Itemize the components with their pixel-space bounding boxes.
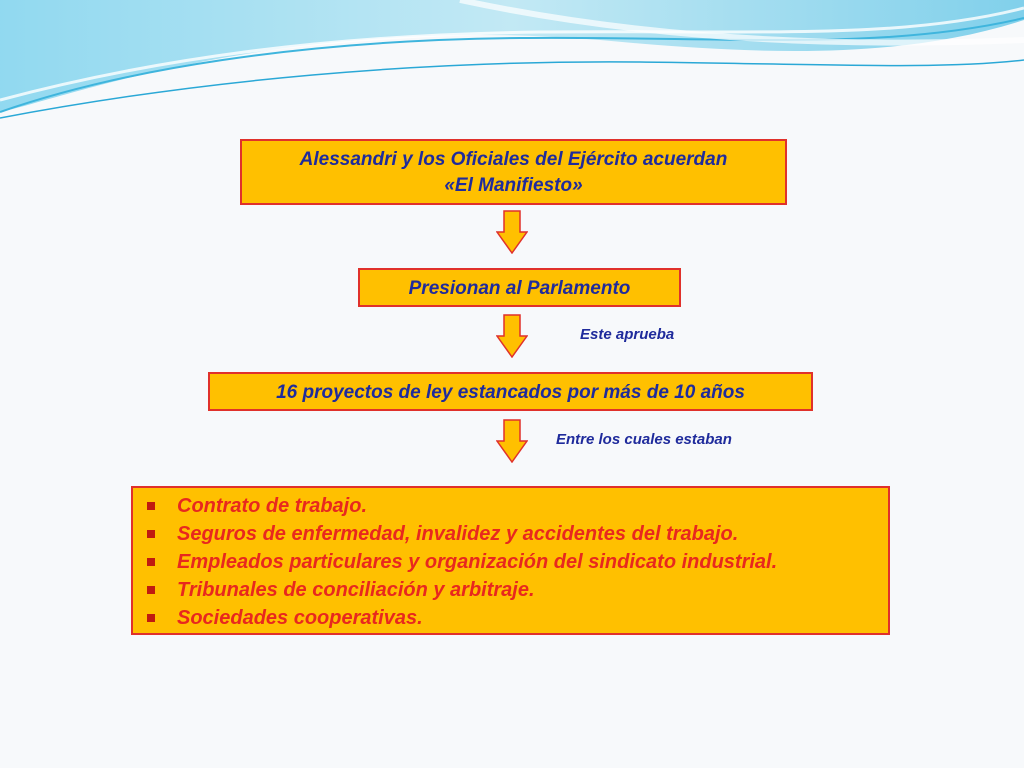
square-bullet-icon: [147, 614, 155, 622]
list-item: Empleados particulares y organización del sindicato industrial.: [147, 548, 888, 576]
proyectos-box: [208, 372, 813, 411]
square-bullet-icon: [147, 586, 155, 594]
note-este-aprueba: Este aprueba: [580, 326, 675, 343]
list-item: Seguros de enfermedad, invalidez y accidentes del trabajo.: [147, 520, 888, 548]
proyectos-label: 16 proyectos de ley estancados por más de 10 años: [276, 382, 745, 403]
square-bullet-icon: [147, 558, 155, 566]
note-entre-los-cuales: Entre los cuales estaban: [556, 431, 732, 448]
leyes-list: [147, 492, 888, 632]
parlamento-box: [358, 268, 681, 307]
list-item: Sociedades cooperativas.: [147, 604, 888, 632]
list-item: Contrato de trabajo.: [147, 492, 888, 520]
header-wave-decoration: [0, 0, 1024, 130]
leyes-list-box: [131, 486, 890, 635]
manifiesto-line-2: «El Manifiesto»: [444, 175, 583, 196]
manifiesto-line-1: Alessandri y los Oficiales del Ejército acuerdan: [299, 149, 728, 170]
down-arrow-icon: [496, 419, 528, 463]
list-item: Tribunales de conciliación y arbitraje.: [147, 576, 888, 604]
square-bullet-icon: [147, 502, 155, 510]
parlamento-label: Presionan al Parlamento: [408, 278, 631, 299]
down-arrow-icon: [496, 210, 528, 254]
square-bullet-icon: [147, 530, 155, 538]
manifiesto-box: [240, 139, 787, 205]
down-arrow-icon: [496, 314, 528, 358]
